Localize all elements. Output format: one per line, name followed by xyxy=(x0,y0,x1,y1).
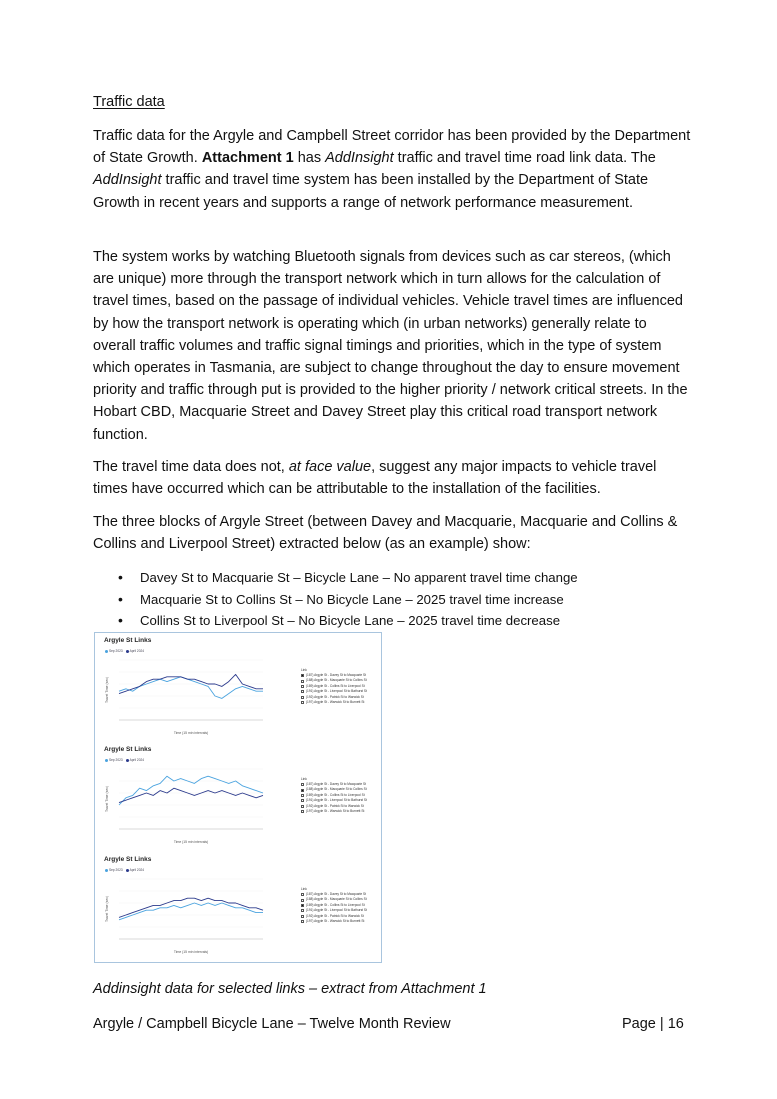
x-axis-label: Time (15 min intervals) xyxy=(173,840,209,844)
legend-label: Sep 2023 xyxy=(109,758,123,762)
figure-caption: Addinsight data for selected links – extract from Attachment 1 xyxy=(93,981,487,997)
checkbox[interactable] xyxy=(301,701,304,704)
paragraph-findings-text-2: , suggest any major impacts to vehicle travel times have occurred which can be attributable to the installation of the facilities. xyxy=(93,459,657,498)
chart-title: Argyle St Links xyxy=(104,637,152,644)
link-option-label: (189) Argyle St - Collins St to Liverpool St xyxy=(306,792,365,797)
link-list-title: Link xyxy=(301,777,307,781)
link-option-label: (188) Argyle St - Macquarie St to Collins St xyxy=(306,787,367,792)
link-option-label: (187) Argyle St - Davey St to Macquarie St xyxy=(306,673,367,677)
footer-title: Argyle / Campbell Bicycle Lane – Twelve Month Review xyxy=(93,1016,451,1032)
link-list xyxy=(301,887,373,924)
line-chart xyxy=(103,761,271,849)
link-option-label: (197) Argyle St - Warwick St to Burnett St xyxy=(306,918,365,923)
line-chart xyxy=(103,652,271,740)
legend-label: April 2024 xyxy=(129,649,145,653)
legend-label: Sep 2023 xyxy=(109,868,123,872)
link-option-label: (188) Argyle St - Macquarie St to Collins St xyxy=(306,897,367,902)
checkbox[interactable] xyxy=(301,789,304,792)
addinsight-term: AddInsight xyxy=(325,150,394,167)
face-value-term: at face value xyxy=(288,459,372,475)
checkbox[interactable] xyxy=(301,794,304,797)
link-list xyxy=(301,668,373,705)
link-option-label: (189) Argyle St - Collins St to Liverpool St xyxy=(306,902,365,907)
chart-title: Argyle St Links xyxy=(104,746,152,753)
page-number: Page | 16 xyxy=(622,1016,684,1032)
checkbox[interactable] xyxy=(301,810,304,813)
paragraph-intro-text-3: traffic and travel time road link data. The xyxy=(393,150,656,167)
paragraph-system: The system works by watching Bluetooth signals from devices such as car stereos, (which are unique) more through the transport network which in turn allows for the calculation of travel times, based on the passage of individual vehicles. Vehicle travel times are influenced by how the transport network is operating which (in urban networks) generally relate to overall traffic volumes and traffic signal timings and priorities, which in the type of system which operates in Tasmania, are subject to change throughout the day to ensure movement priority and traffic through put is provided to the higher priority / network critical streets. In the Hobart CBD, Macquarie Street and Davey Street play this critical road transport network function. xyxy=(93,249,688,443)
paragraph-intro xyxy=(93,125,693,214)
paragraph-intro-text-2: has xyxy=(293,150,326,167)
list-item: • Davey St to Macquarie St – Bicycle Lane – No apparent travel time change xyxy=(118,567,578,589)
link-option-label: (192) Argyle St - Patrick St to Warwick St xyxy=(306,694,364,699)
chart-panel xyxy=(99,855,377,961)
series-line xyxy=(119,677,263,699)
checkbox[interactable] xyxy=(301,799,304,802)
section-heading: Traffic data xyxy=(93,94,165,110)
link-option-label: (191) Argyle St - Liverpool St to Bathurst St xyxy=(306,908,367,913)
checkbox[interactable] xyxy=(301,893,304,896)
chart-title: Argyle St Links xyxy=(104,856,152,863)
addinsight-term-2: AddInsight xyxy=(93,172,162,189)
link-option[interactable] xyxy=(301,700,373,705)
link-option-label: (191) Argyle St - Liverpool St to Bathurst St xyxy=(306,689,367,694)
y-axis-label: Travel Time (sec) xyxy=(105,676,109,704)
series-line xyxy=(119,788,263,802)
link-option-label: (187) Argyle St - Davey St to Macquarie St xyxy=(306,782,367,786)
link-list xyxy=(301,777,373,814)
link-option[interactable] xyxy=(301,919,373,924)
link-option-label: (192) Argyle St - Patrick St to Warwick St xyxy=(306,803,364,808)
paragraph-intro-text-1: Traffic data for the Argyle and Campbell Street corridor has been provided by the Department of State Growth. xyxy=(93,128,691,167)
line-chart xyxy=(103,871,271,959)
y-axis-label: Travel Time (sec) xyxy=(105,895,109,923)
checkbox[interactable] xyxy=(301,696,304,699)
checkbox[interactable] xyxy=(301,783,304,786)
paragraph-blocks: The three blocks of Argyle Street (between Davey and Macquarie, Macquarie and Collins & Collins and Liverpool Street) extracted below (as an example) show: xyxy=(93,514,678,553)
checkbox[interactable] xyxy=(301,909,304,912)
link-option-label: (192) Argyle St - Patrick St to Warwick St xyxy=(306,913,364,918)
addinsight-figure xyxy=(94,632,382,963)
link-option-label: (187) Argyle St - Davey St to Macquarie St xyxy=(306,892,367,896)
checkbox[interactable] xyxy=(301,690,304,693)
x-axis-label: Time (15 min intervals) xyxy=(173,731,209,735)
list-item: • Macquarie St to Collins St – No Bicycle Lane – 2025 travel time increase xyxy=(118,589,578,611)
findings-list xyxy=(118,567,578,632)
checkbox[interactable] xyxy=(301,899,304,902)
x-axis-label: Time (15 min intervals) xyxy=(173,950,209,954)
link-list-title: Link xyxy=(301,887,307,891)
chart-panel xyxy=(99,745,377,851)
paragraph-intro-text-4: traffic and travel time system has been installed by the Department of State Growth in recent years and supports a range of network performance measurement. xyxy=(93,172,649,211)
checkbox[interactable] xyxy=(301,805,304,808)
attachment-reference: Attachment 1 xyxy=(201,150,294,167)
checkbox[interactable] xyxy=(301,920,304,923)
legend-label: April 2024 xyxy=(129,758,145,762)
checkbox[interactable] xyxy=(301,904,304,907)
checkbox[interactable] xyxy=(301,915,304,918)
y-axis-label: Travel Time (sec) xyxy=(105,785,109,813)
link-option-label: (189) Argyle St - Collins St to Liverpool St xyxy=(306,683,365,688)
chart-panel xyxy=(99,636,377,742)
link-option[interactable] xyxy=(301,809,373,814)
link-option-label: (197) Argyle St - Warwick St to Burnett St xyxy=(306,808,365,813)
legend-label: April 2024 xyxy=(129,868,145,872)
list-item: • Collins St to Liverpool St – No Bicycle Lane – 2025 travel time decrease xyxy=(118,610,578,632)
series-line xyxy=(119,776,263,805)
checkbox[interactable] xyxy=(301,674,304,677)
link-option-label: (191) Argyle St - Liverpool St to Bathurst St xyxy=(306,798,367,803)
link-option-label: (188) Argyle St - Macquarie St to Collins St xyxy=(306,678,367,683)
checkbox[interactable] xyxy=(301,680,304,683)
paragraph-findings-text-1: The travel time data does not, xyxy=(93,459,289,475)
legend-label: Sep 2023 xyxy=(109,649,123,653)
link-list-title: Link xyxy=(301,668,307,672)
paragraph-findings xyxy=(93,456,693,500)
link-option-label: (197) Argyle St - Warwick St to Burnett St xyxy=(306,699,365,704)
checkbox[interactable] xyxy=(301,685,304,688)
